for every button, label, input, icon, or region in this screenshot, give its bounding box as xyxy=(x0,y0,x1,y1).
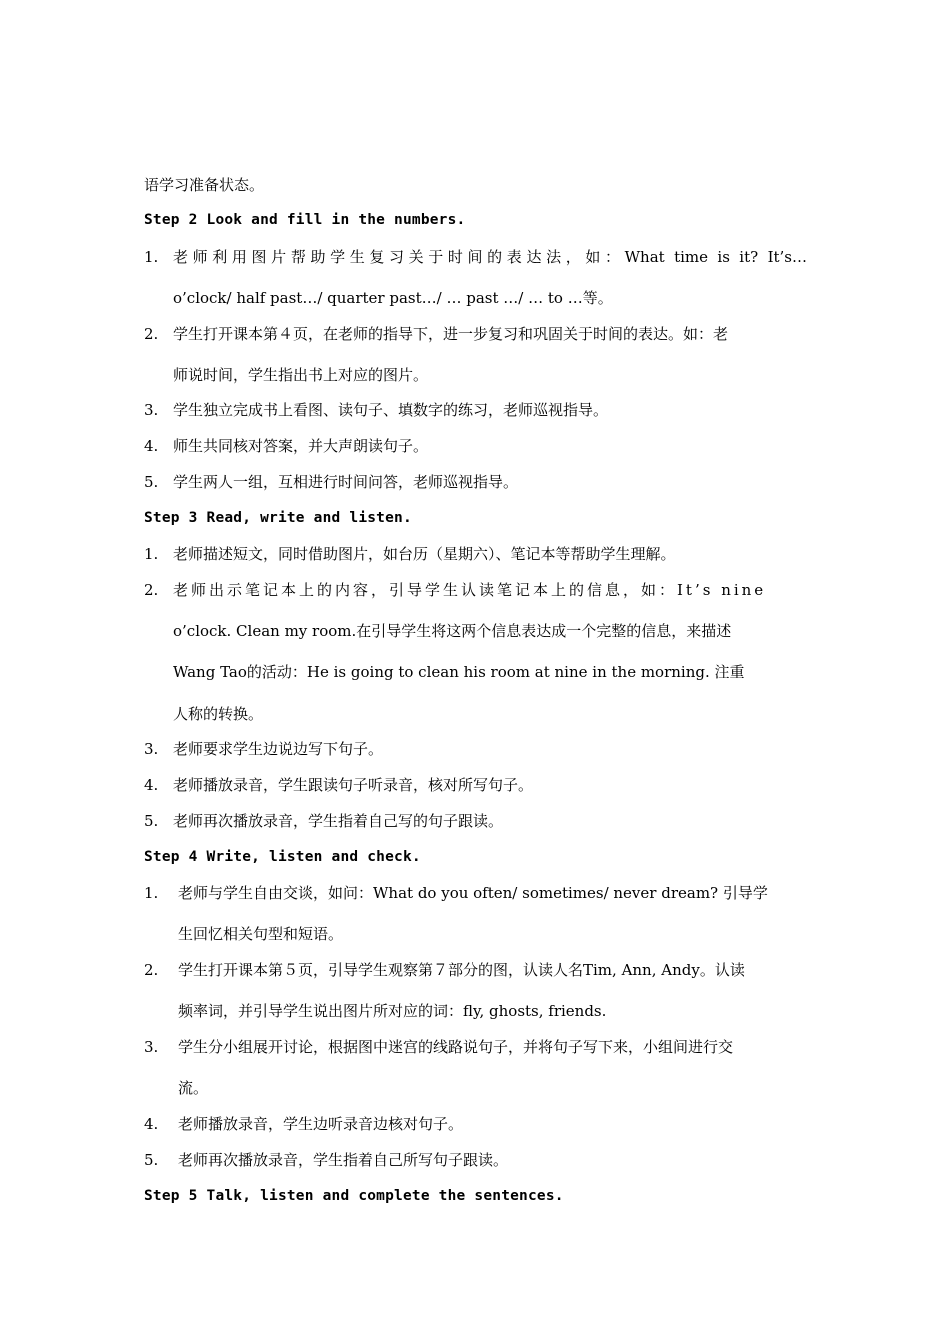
step-2-item-2-line-2: 师说时间，学生指出书上对应的图片。 xyxy=(173,366,429,384)
step-2-item-2-line-1: 学生打开课本第４页，在老师的指导下，进一步复习和巩固关于时间的表达。如：老 xyxy=(173,325,729,343)
step-4-item-2-line-2: 频率词，并引导学生说出图片所对应的词：fly, ghosts, friends. xyxy=(178,1002,607,1020)
step-4-item-1-number: 1. xyxy=(144,884,159,902)
step-2-item-1-line-2: o’clock/ half past…/ quarter past…/ … past …/ … to …等。 xyxy=(173,289,613,307)
step-4-item-4-number: 4. xyxy=(144,1115,159,1133)
step-2-item-2-number: 2. xyxy=(144,325,159,343)
step-3-item-5-line-1: 老师再次播放录音，学生指着自己写的句子跟读。 xyxy=(173,812,504,830)
step-3-heading: Step 3 Read, write and listen. xyxy=(144,510,412,526)
step-3-item-2-line-4: 人称的转换。 xyxy=(173,705,264,723)
step-4-item-1-line-2: 生回忆相关句型和短语。 xyxy=(178,925,344,943)
step-3-item-1-number: 1. xyxy=(144,545,159,563)
step-2-heading: Step 2 Look and fill in the numbers. xyxy=(144,212,466,228)
step-3-item-1-line-1: 老师描述短文，同时借助图片，如台历（星期六）、笔记本等帮助学生理解。 xyxy=(173,545,676,563)
step-2-item-5-line-1: 学生两人一组，互相进行时间问答，老师巡视指导。 xyxy=(173,473,519,491)
step-2-item-3-number: 3. xyxy=(144,401,159,419)
step-3-item-2-number: 2. xyxy=(144,581,159,599)
step-3-item-2-line-3: Wang Tao的活动：He is going to clean his room at nine in the morning. 注重 xyxy=(173,663,745,681)
step-2-item-3-line-1: 学生独立完成书上看图、读句子、填数字的练习，老师巡视指导。 xyxy=(173,401,609,419)
step-4-item-1-line-1: 老师与学生自由交谈，如问：What do you often/ sometimes/ never dream? 引导学 xyxy=(178,884,768,902)
step-4-item-3-line-2: 流。 xyxy=(178,1079,209,1097)
step-3-item-5-number: 5. xyxy=(144,812,159,830)
step-4-item-2-number: 2. xyxy=(144,961,159,979)
step-3-item-2-line-1: 老师出示笔记本上的内容，引导学生认读笔记本上的信息，如：It’s nine xyxy=(173,581,767,599)
step-2-item-5-number: 5. xyxy=(144,473,159,491)
step-4-item-2-line-1: 学生打开课本第５页，引导学生观察第７部分的图，认读人名Tim, Ann, Andy。认读 xyxy=(178,961,745,979)
step-4-item-3-number: 3. xyxy=(144,1038,159,1056)
step-5-heading: Step 5 Talk, listen and complete the sentences. xyxy=(144,1188,564,1204)
step-4-item-5-number: 5. xyxy=(144,1151,159,1169)
paragraph-continuation: 语学习准备状态。 xyxy=(144,176,265,194)
step-4-item-5-line-1: 老师再次播放录音，学生指着自己所写句子跟读。 xyxy=(178,1151,509,1169)
step-2-item-1-line-1: 老师利用图片帮助学生复习关于时间的表达法，如：What time is it? It’s… xyxy=(173,248,807,266)
step-2-item-4-number: 4. xyxy=(144,437,159,455)
step-2-item-4-line-1: 师生共同核对答案，并大声朗读句子。 xyxy=(173,437,429,455)
step-2-item-1-number: 1. xyxy=(144,248,159,266)
step-3-item-2-line-2: o’clock. Clean my room.在引导学生将这两个信息表达成一个完整的信息，来描述 xyxy=(173,622,732,640)
step-4-heading: Step 4 Write, listen and check. xyxy=(144,849,421,865)
step-3-item-3-line-1: 老师要求学生边说边写下句子。 xyxy=(173,740,384,758)
step-4-item-4-line-1: 老师播放录音，学生边听录音边核对句子。 xyxy=(178,1115,464,1133)
step-4-item-3-line-1: 学生分小组展开讨论，根据图中迷宫的线路说句子，并将句子写下来，小组间进行交 xyxy=(178,1038,734,1056)
step-3-item-3-number: 3. xyxy=(144,740,159,758)
step-3-item-4-line-1: 老师播放录音，学生跟读句子听录音，核对所写句子。 xyxy=(173,776,534,794)
step-3-item-4-number: 4. xyxy=(144,776,159,794)
